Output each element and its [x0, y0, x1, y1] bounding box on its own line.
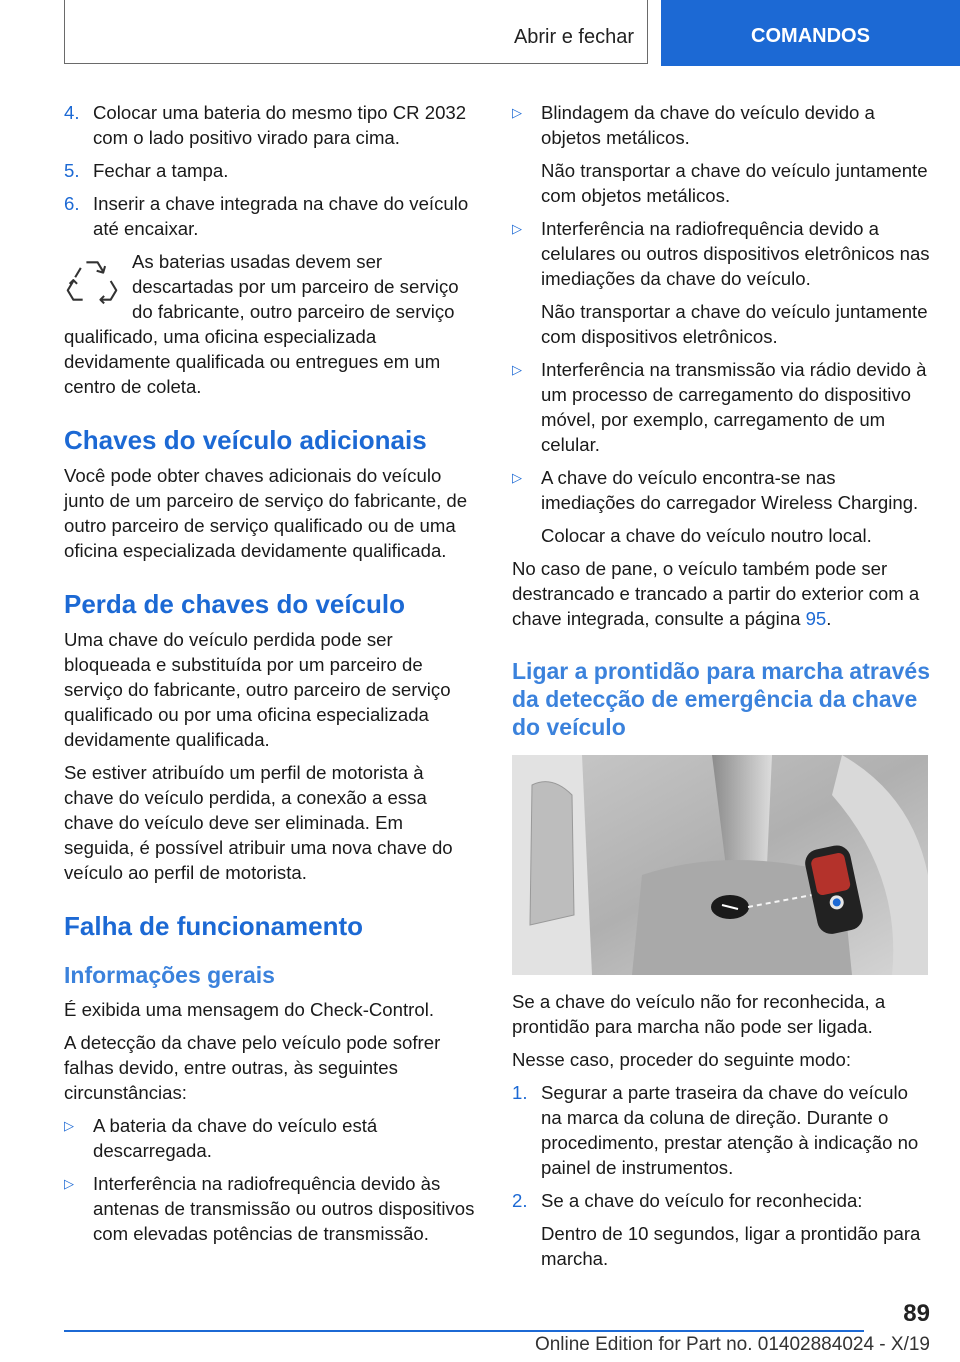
- bullet-item: [512, 216, 930, 291]
- step-text: Se a chave do veículo for reconhecida:: [541, 1190, 863, 1211]
- paragraph: Uma chave do veículo perdida pode ser bloqueada e substituída por um parceiro de serviço do fabricante, outro parceiro de serviço qualificado ou por uma oficina especializada devidamente qualificada.: [64, 629, 451, 750]
- steering-column-photo: [512, 755, 928, 975]
- paragraph: Você pode obter chaves adicionais do veículo junto de um parceiro de serviço do fabricante, de outro parceiro de serviço qualificado ou de uma oficina especializada devidamente qualificada.: [64, 465, 468, 561]
- paragraph: Se a chave do veículo não for reconhecida, a prontidão para marcha não pode ser ligada.: [512, 991, 886, 1037]
- recycle-icon: [64, 253, 120, 309]
- bullet-subtext: Não transportar a chave do veículo juntamente com dispositivos eletrônicos.: [541, 301, 928, 347]
- recycle-note-text: As baterias usadas devem ser descartadas por um parceiro de serviço do fabricante, outro parceiro de serviço qualificado, uma oficina especializada devidamente qualificada ou entregues em um centro de coleta.: [64, 251, 459, 397]
- page-number: 89: [903, 1300, 930, 1327]
- bullet-text: Interferência na transmissão via rádio devido à um processo de carregamento do dispositivo móvel, por exemplo, carregamento de um celular.: [541, 359, 927, 455]
- step-item: [64, 100, 478, 150]
- paragraph-end: .: [826, 608, 832, 629]
- step-number: 4.: [64, 102, 80, 123]
- edition-note: Online Edition for Part no. 01402884024 - X/19: [534, 1334, 930, 1355]
- paragraph-breakdown: [512, 556, 930, 631]
- bullet-item: [512, 100, 930, 150]
- right-column: [512, 100, 930, 1279]
- step-text: Colocar uma bateria do mesmo tipo CR 2032 com o lado positivo virado para cima.: [93, 102, 467, 148]
- paragraph-text: No caso de pane, o veículo também pode ser destrancado e trancado a partir do exterior com a chave integrada, consulte a página: [512, 558, 920, 629]
- step-number: 6.: [64, 193, 80, 214]
- bullet-triangle-icon: ▷: [64, 1176, 74, 1191]
- bullet-subtext: Colocar a chave do veículo noutro local.: [541, 525, 872, 546]
- heading-emergency-detection: Ligar a prontidão para marcha através da detecção de emergência da chave do veículo: [512, 658, 930, 740]
- bullet-triangle-icon: ▷: [512, 105, 522, 120]
- heading-additional-keys: Chaves do veículo adicionais: [64, 425, 427, 455]
- bullet-text: Interferência na radiofrequência devido a celulares ou outros dispositivos eletrônicos nas imediações da chave do veículo.: [541, 218, 930, 289]
- recycle-note: [64, 249, 478, 399]
- bullet-triangle-icon: ▷: [64, 1118, 74, 1133]
- heading-key-loss: Perda de chaves do veículo: [64, 589, 406, 619]
- step-item: [64, 158, 478, 183]
- chapter-tab[interactable]: COMANDOS: [661, 0, 960, 66]
- paragraph: A detecção da chave pelo veículo pode sofrer falhas devido, entre outras, às seguintes circunstâncias:: [64, 1032, 441, 1103]
- step-number: 2.: [512, 1190, 528, 1211]
- step-item: [64, 191, 478, 241]
- bullet-item: [64, 1113, 478, 1163]
- bullet-item: [512, 357, 930, 457]
- section-title: Abrir e fechar: [513, 26, 634, 48]
- step-number: 1.: [512, 1082, 528, 1103]
- step-item: [512, 1188, 930, 1213]
- bullet-text: A chave do veículo encontra-se nas imediações do carregador Wireless Charging.: [541, 467, 919, 513]
- bullet-text: Blindagem da chave do veículo devido a objetos metálicos.: [541, 102, 875, 148]
- step-text: Segurar a parte traseira da chave do veículo na marca da coluna de direção. Durante o procedimento, prestar atenção à indicação no painel de instrumentos.: [541, 1082, 919, 1178]
- bullet-text: Interferência na radiofrequência devido às antenas de transmissão ou outros dispositivos com elevadas potências de transmissão.: [93, 1173, 475, 1244]
- bullet-subtext: Não transportar a chave do veículo juntamente com objetos metálicos.: [541, 160, 928, 206]
- footer-divider: [64, 1330, 864, 1332]
- bullet-triangle-icon: ▷: [512, 362, 522, 377]
- bullet-triangle-icon: ▷: [512, 221, 522, 236]
- left-column: [64, 100, 478, 1254]
- paragraph: É exibida uma mensagem do Check-Control.: [64, 999, 434, 1020]
- page-link[interactable]: 95: [805, 608, 827, 629]
- step-subtext: Dentro de 10 segundos, ligar a prontidão para marcha.: [541, 1223, 921, 1269]
- step-number: 5.: [64, 160, 80, 181]
- paragraph: Nesse caso, proceder do seguinte modo:: [512, 1049, 852, 1070]
- bullet-triangle-icon: ▷: [512, 470, 522, 485]
- heading-malfunction: Falha de funcionamento: [64, 911, 364, 941]
- step-text: Inserir a chave integrada na chave do veículo até encaixar.: [93, 193, 469, 239]
- heading-general-info: Informações gerais: [64, 962, 275, 988]
- paragraph: Se estiver atribuído um perfil de motorista à chave do veículo perdida, a conexão a essa chave do veículo deve ser eliminada. Em seguida, é possível atribuir uma nova chave do veículo ao perfil de motorista.: [64, 762, 453, 883]
- bullet-item: [512, 465, 930, 515]
- bullet-text: A bateria da chave do veículo está descarregada.: [93, 1115, 378, 1161]
- bullet-item: [64, 1171, 478, 1246]
- step-item: [512, 1080, 930, 1180]
- step-text: Fechar a tampa.: [93, 160, 229, 181]
